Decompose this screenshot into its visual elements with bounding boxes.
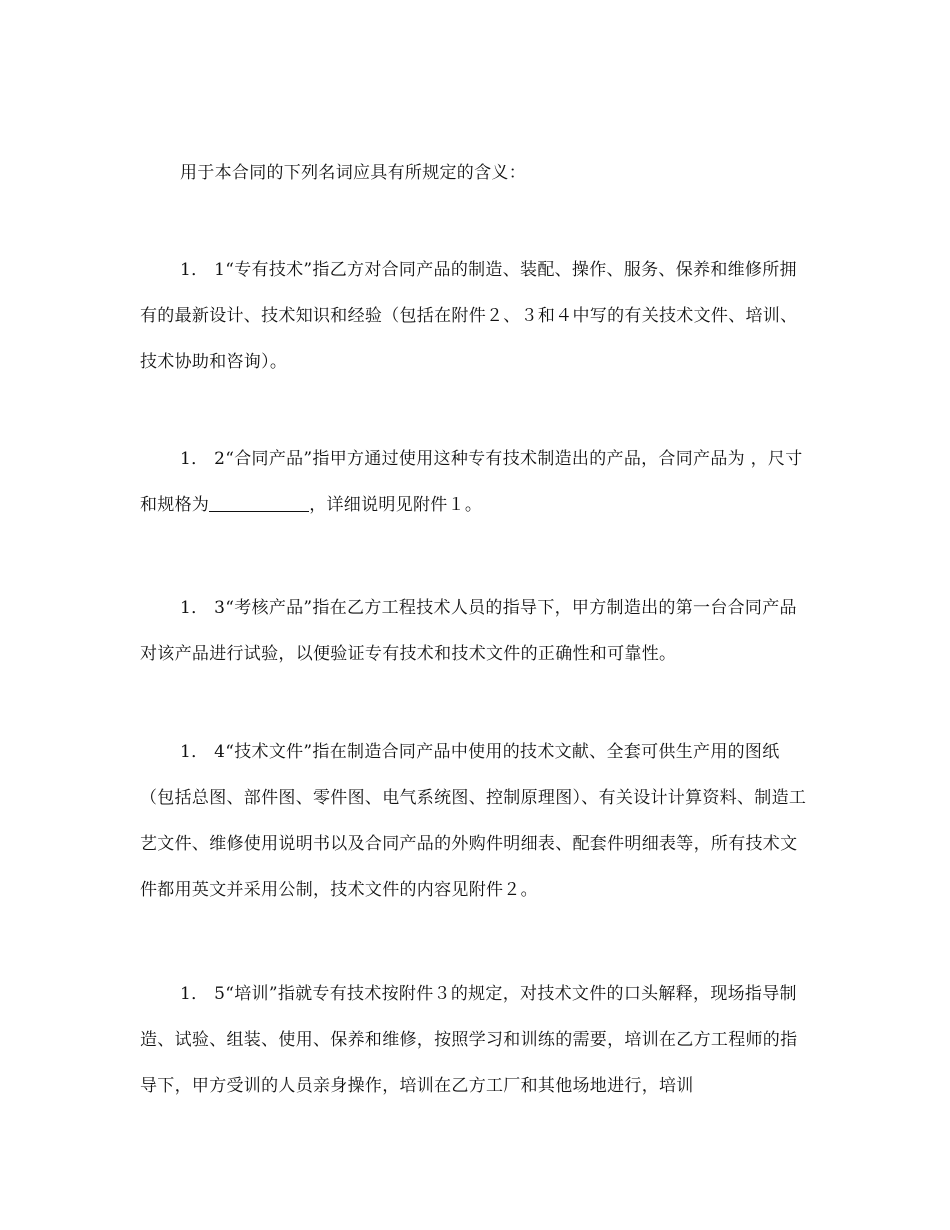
definition-1-4: 1． 4“技术文件”指在制造合同产品中使用的技术文献、全套可供生产用的图纸（包括总图、部件图、零件图、电气系统图、控制原理图）、有关设计计算资料、制造工艺文件、维修使用说明书以及合同产品的外购件明细表、配套件明细表等，所有技术文件都用英文并采用公制，技术文件的内容见附件２。 (140, 742, 807, 900)
definition-1-2 (140, 436, 812, 528)
definition-1-1: 1． 1“专有技术”指乙方对合同产品的制造、装配、操作、服务、保养和维修所拥有的最新设计、技术知识和经验（包括在附件２、３和４中写的有关技术文件、培训、技术协助和咨询）。 (140, 260, 798, 372)
definition-1-3: 1． 3“考核产品”指在乙方工程技术人员的指导下，甲方制造出的第一台合同产品对该产品进行试验，以便验证专有技术和技术文件的正确性和可靠性。 (140, 598, 797, 664)
fill-in-blank (209, 493, 309, 512)
intro-paragraph: 用于本合同的下列名词应具有所规定的含义： (180, 163, 526, 183)
definition-1-2-text-end: ，详细说明见附件１。 (309, 495, 483, 515)
definition-1-5: 1． 5“培训”指就专有技术按附件３的规定，对技术文件的口头解释，现场指导制造、试验、组装、使用、保养和维修，按照学习和训练的需要，培训在乙方工程师的指导下，甲方受训的人员亲身操作，培训在乙方工厂和其他场地进行，培训 (140, 984, 798, 1096)
definition-1-2-text: 1． 2“合同产品”指甲方通过使用这种专有技术制造出的产品，合同产品为 ，尺寸和规格为 (140, 449, 803, 515)
